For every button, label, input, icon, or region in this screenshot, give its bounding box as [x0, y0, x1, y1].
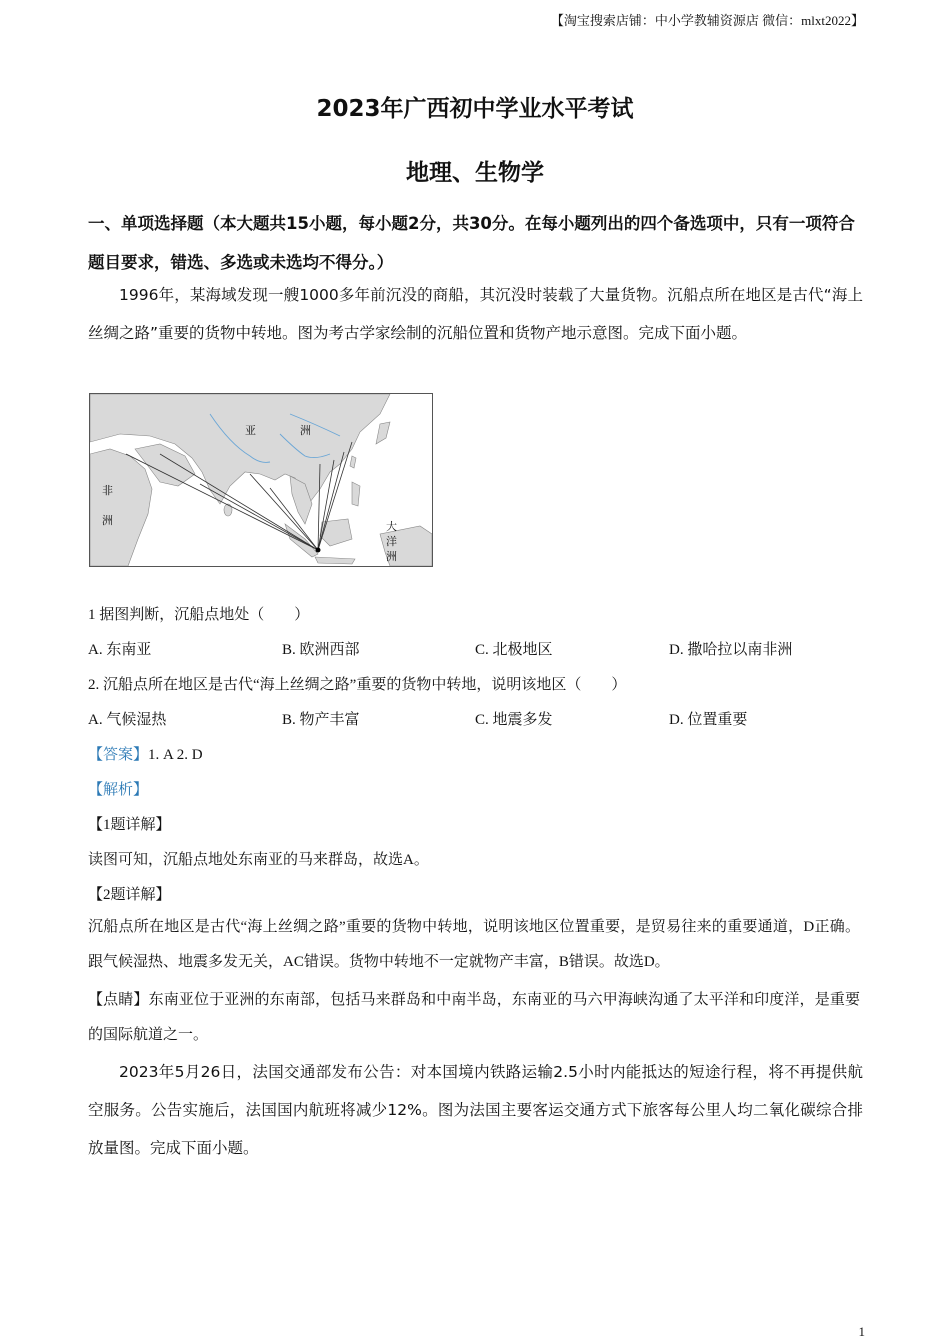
q2-option-c: C. 地震多发 — [475, 712, 553, 728]
map-label-oceania-2: 洋 — [386, 535, 397, 548]
comment-block — [88, 983, 860, 1053]
map-label-africa-2: 洲 — [102, 514, 113, 527]
question-2-stem: 2. 沉船点所在地区是古代“海上丝绸之路”重要的货物中转地，说明该地区（ ） — [88, 677, 627, 693]
header-note: 【淘宝搜索店铺：中小学教辅资源店 微信：mlxt2022】 — [550, 13, 864, 28]
page-number: 1 — [858, 1324, 865, 1339]
exam-title: 2023年广西初中学业水平考试 — [316, 96, 634, 122]
q2-option-d: D. 位置重要 — [669, 712, 748, 728]
q2-option-b: B. 物产丰富 — [282, 712, 360, 728]
detail-2-label: 【2题详解】 — [88, 887, 171, 903]
comment-text: 东南亚位于亚洲的东南部，包括马来群岛和中南半岛，东南亚的马六甲海峡沟通了太平洋和印度洋，是重要的国际航道之一。 — [88, 992, 860, 1043]
detail-1-label: 【1题详解】 — [88, 817, 171, 833]
intro-paragraph-1: 1996年，某海域发现一艘1000多年前沉没的商船，其沉没时装载了大量货物。沉船点所在地区是古代“海上丝绸之路”重要的货物中转地。图为考古学家绘制的沉船位置和货物产地示意图。完成下面小题。 — [88, 286, 863, 342]
answer-label: 【答案】 — [88, 747, 149, 763]
section-heading: 一、单项选择题（本大题共15小题，每小题2分，共30分。在每小题列出的四个备选项中，只有一项符合题目要求，错选、多选或未选均不得分。） — [88, 214, 855, 272]
map-label-asia-2: 洲 — [300, 424, 311, 437]
q1-option-d: D. 撒哈拉以南非洲 — [669, 642, 793, 658]
q2-option-a: A. 气候湿热 — [88, 712, 167, 728]
q1-option-a: A. 东南亚 — [88, 642, 152, 658]
exam-subtitle: 地理、生物学 — [406, 160, 544, 186]
map-label-oceania-1: 大 — [386, 520, 397, 533]
detail-2-text: 沉船点所在地区是古代“海上丝绸之路”重要的货物中转地，说明该地区位置重要，是贸易往来的重要通道，D正确。跟气候湿热、地震多发无关，AC错误。货物中转地不一定就物产丰富，B错误。故选D。 — [88, 919, 860, 970]
question-1-stem: 1 据图判断，沉船点地处（ ） — [88, 607, 310, 623]
detail-1-text: 读图可知，沉船点地处东南亚的马来群岛，故选A。 — [88, 852, 429, 868]
shipwreck-map-figure — [89, 393, 433, 567]
answer-line — [88, 743, 203, 764]
map-label-oceania-3: 洲 — [386, 550, 397, 563]
shipwreck-map — [90, 394, 432, 566]
map-label-africa-1: 非 — [102, 484, 113, 497]
comment-label: 【点睛】 — [88, 992, 149, 1008]
map-label-asia-1: 亚 — [245, 424, 256, 437]
intro-paragraph-2: 2023年5月26日，法国交通部发布公告：对本国境内铁路运输2.5小时内能抵达的短途行程，将不再提供航空服务。公告实施后，法国国内航班将减少12%。图为法国主要客运交通方式下旅客每公里人均二氧化碳综合排放量图。完成下面小题。 — [88, 1063, 863, 1157]
answer-text: 1. A 2. D — [148, 747, 203, 763]
analysis-label: 【解析】 — [88, 782, 149, 798]
q1-option-c: C. 北极地区 — [475, 642, 553, 658]
q1-option-b: B. 欧洲西部 — [282, 642, 360, 658]
